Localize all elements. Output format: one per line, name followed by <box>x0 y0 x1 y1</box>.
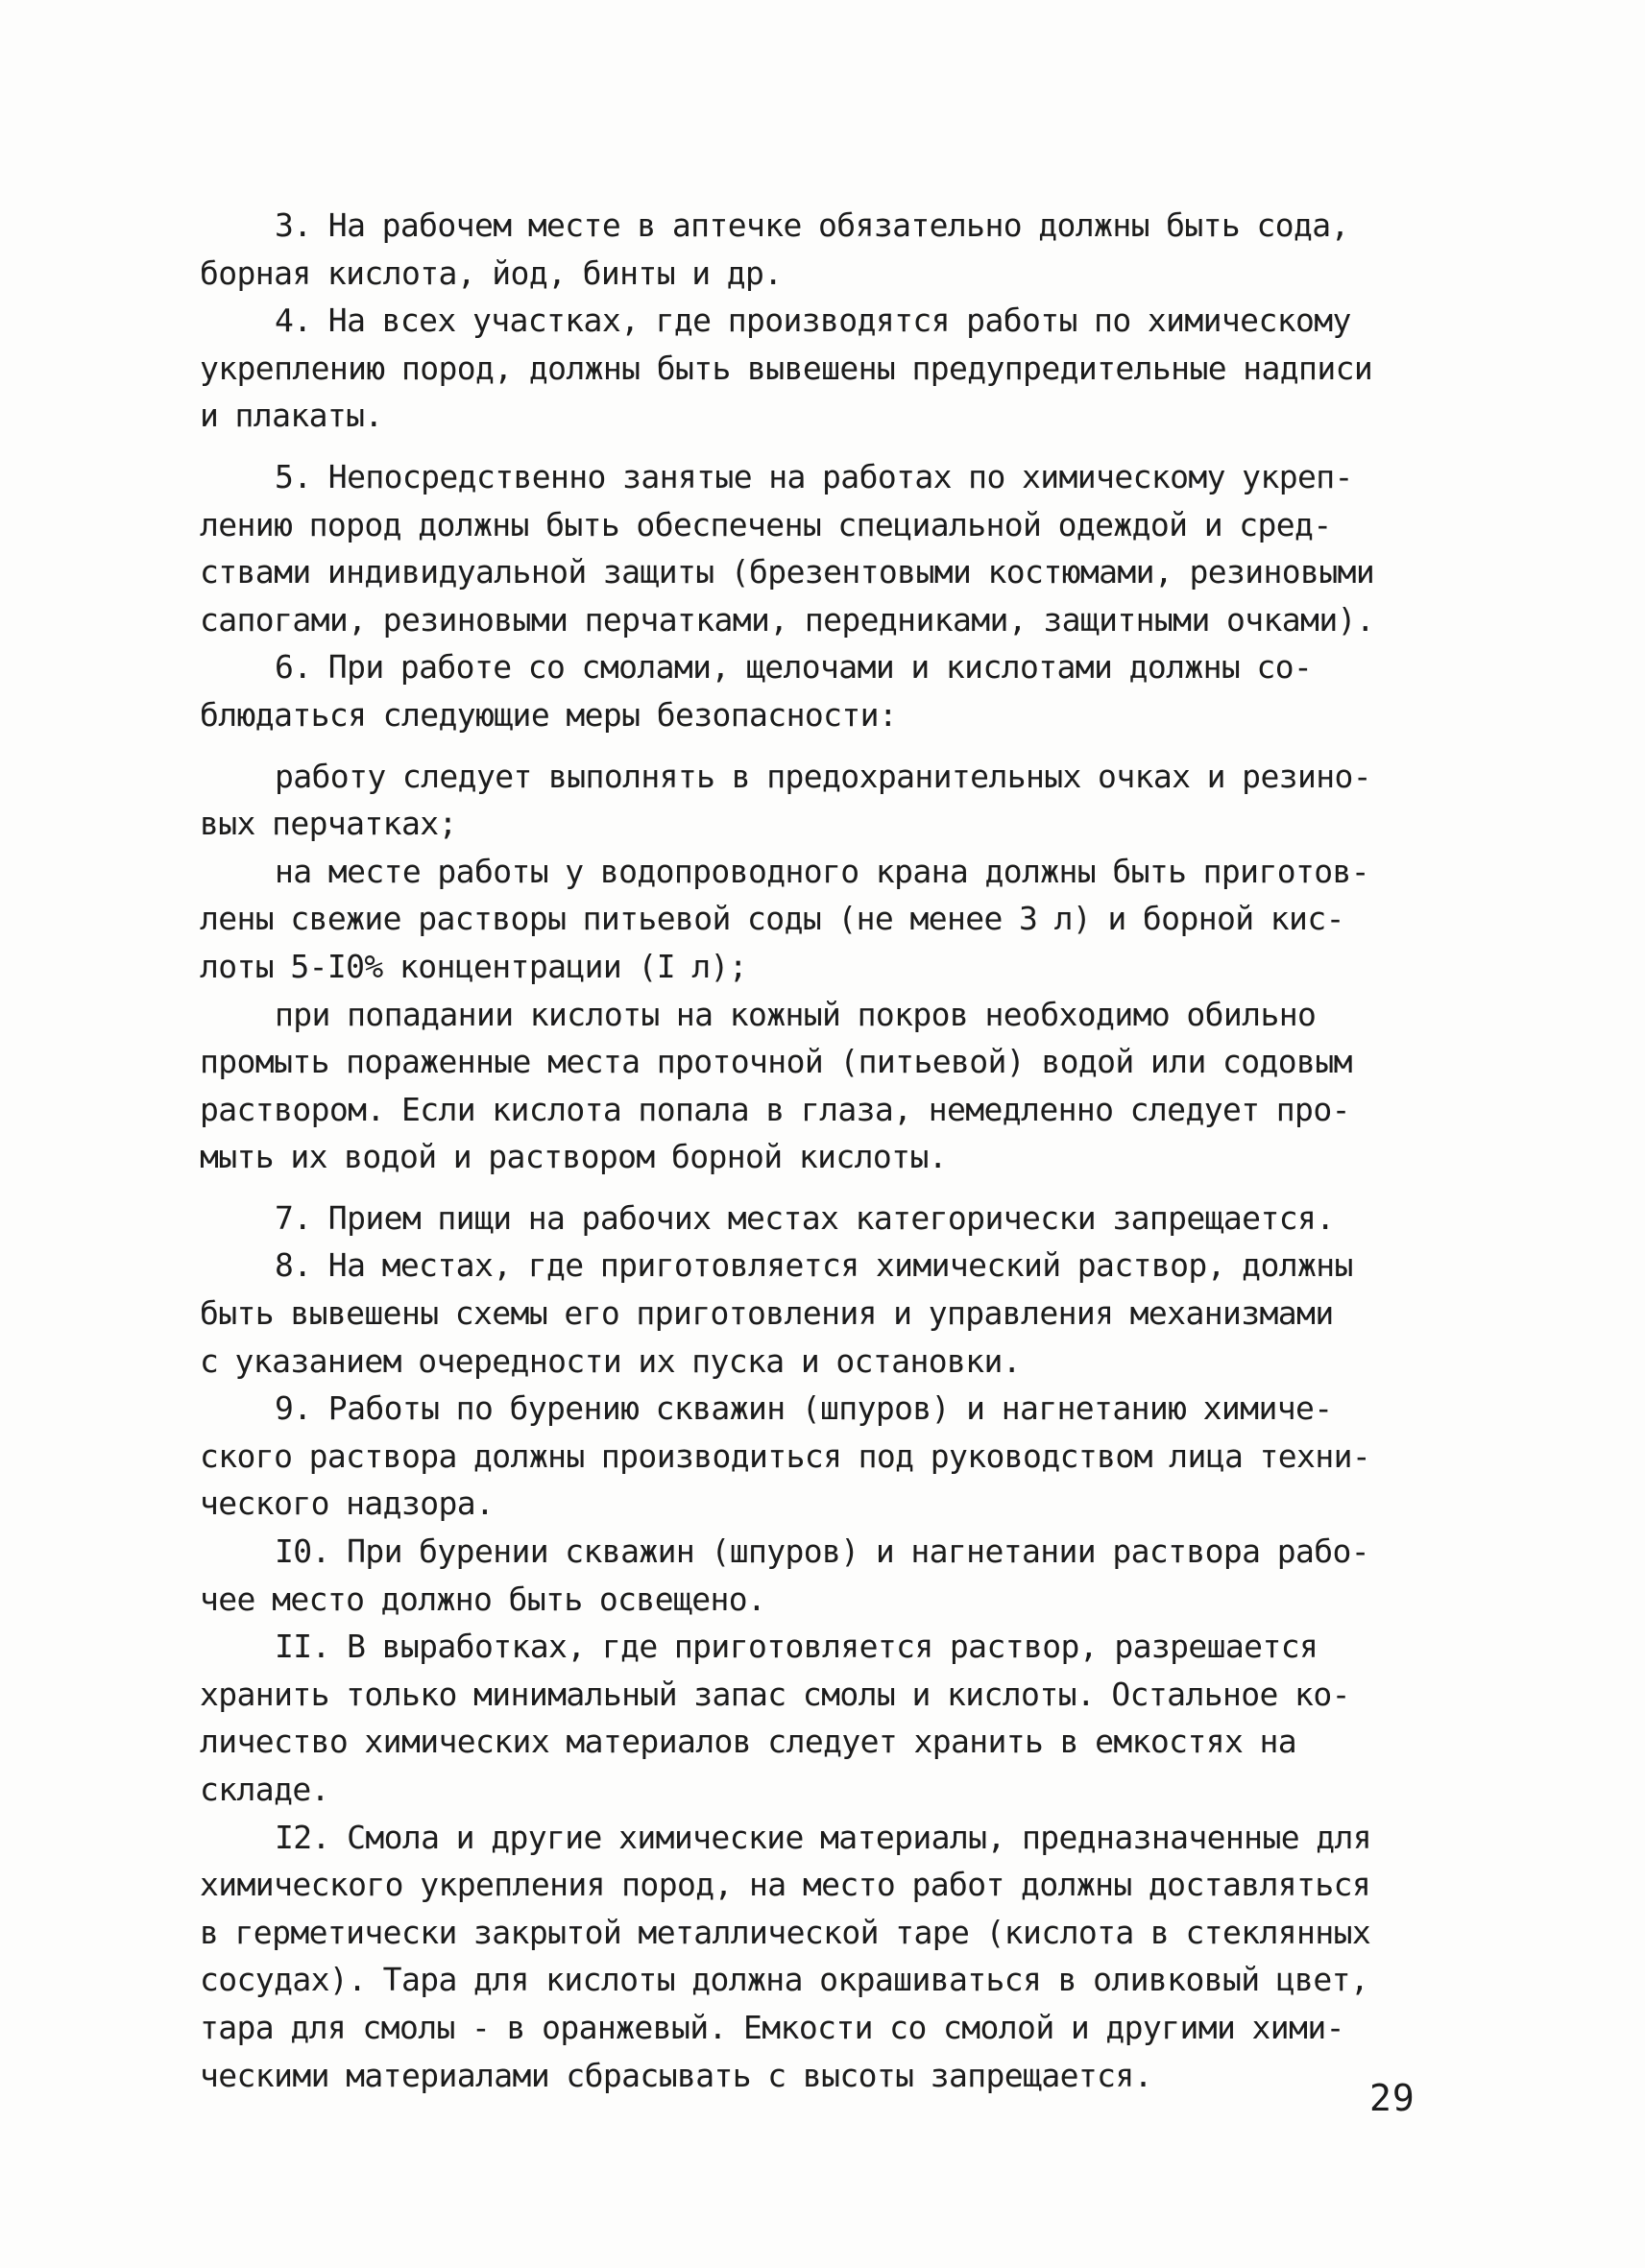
text-line: с указанием очередности их пуска и остановки. <box>200 1341 1022 1380</box>
text-line: лению пород должны быть обеспечены специальной одеждой и сред- <box>200 505 1332 543</box>
text-line: 7. Прием пищи на рабочих местах категорически запрещается. <box>275 1198 1335 1237</box>
text-line: 4. На всех участках, где производятся работы по химическому <box>275 302 1351 340</box>
text-line: личество химических материалов следует хранить в емкостях на <box>200 1723 1297 1761</box>
text-line: 9. Работы по бурению скважин (шпуров) и нагнетанию химиче- <box>275 1389 1333 1428</box>
paragraph-gap <box>200 440 1448 453</box>
text-line: ческими материалами сбрасывать с высоты запрещается. <box>200 2056 1152 2094</box>
text-line: борная кислота, йод, бинты и др. <box>200 253 783 292</box>
text-line: сосудах). Тара для кислоты должна окрашиваться в оливковый цвет, <box>200 1961 1369 1999</box>
text-line: химического укрепления пород, на место работ должны доставляться <box>200 1866 1371 1904</box>
text-line: ского раствора должны производиться под руководством лица техни- <box>200 1436 1371 1475</box>
text-line: раствором. Если кислота попала в глаза, немедленно следует про- <box>200 1090 1350 1128</box>
text-line: ческого надзора. <box>200 1484 495 1523</box>
text-line: чее место должно быть освещено. <box>200 1580 766 1618</box>
paragraph-gap <box>200 739 1448 753</box>
text-line: тара для смолы - в оранжевый. Емкости со смолой и другими хими- <box>200 2008 1344 2046</box>
text-line: 5. Непосредственно занятые на работах по химическому укреп- <box>275 457 1353 495</box>
paragraph-gap <box>200 1181 1448 1194</box>
text-line: на месте работы у водопроводного крана должны быть приготов- <box>275 852 1370 890</box>
page-number: 29 <box>1369 2077 1415 2119</box>
text-line: быть вывешены схемы его приготовления и управления механизмами <box>200 1294 1334 1333</box>
text-line: укреплению пород, должны быть вывешены предупредительные надписи <box>200 349 1373 387</box>
text-line: 8. На местах, где приготовляется химический раствор, должны <box>275 1246 1353 1285</box>
text-line: I2. Смола и другие химические материалы, предназначенные для <box>275 1818 1372 1856</box>
text-line: лены свежие растворы питьевой соды (не менее 3 л) и борной кис- <box>200 900 1344 938</box>
text-line: ствами индивидуальной защиты (брезентовыми костюмами, резиновыми <box>200 553 1375 591</box>
text-line: сапогами, резиновыми перчатками, передниками, защитными очками). <box>200 600 1375 639</box>
text-line: 6. При работе со смолами, щелочами и кислотами должны со- <box>275 648 1313 687</box>
text-line: хранить только минимальный запас смолы и кислоты. Остальное ко- <box>200 1675 1350 1713</box>
text-line: I0. При бурении скважин (шпуров) и нагнетании раствора рабо- <box>275 1532 1370 1571</box>
text-line: при попадании кислоты на кожный покров необходимо обильно <box>275 995 1317 1033</box>
text-line: вых перчатках; <box>200 805 457 843</box>
text-line: промыть пораженные места проточной (питьевой) водой или содовым <box>200 1043 1352 1081</box>
text-line: 3. На рабочем месте в аптечке обязательно должны быть сода, <box>275 206 1349 244</box>
text-line: лоты 5-I0% концентрации (I л); <box>200 947 748 985</box>
text-line: складе. <box>200 1771 329 1808</box>
text-line: блюдаться следующие меры безопасности: <box>200 695 898 734</box>
document-body <box>200 202 1448 2099</box>
text-line: работу следует выполнять в предохранительных очках и резино- <box>275 757 1372 795</box>
text-line: в герметически закрытой металлической таре (кислота в стеклянных <box>200 1913 1371 1951</box>
text-line: II. В выработках, где приготовляется раствор, разрешается <box>275 1628 1318 1666</box>
text-line: мыть их водой и раствором борной кислоты. <box>200 1138 947 1176</box>
text-line: и плакаты. <box>200 397 383 435</box>
